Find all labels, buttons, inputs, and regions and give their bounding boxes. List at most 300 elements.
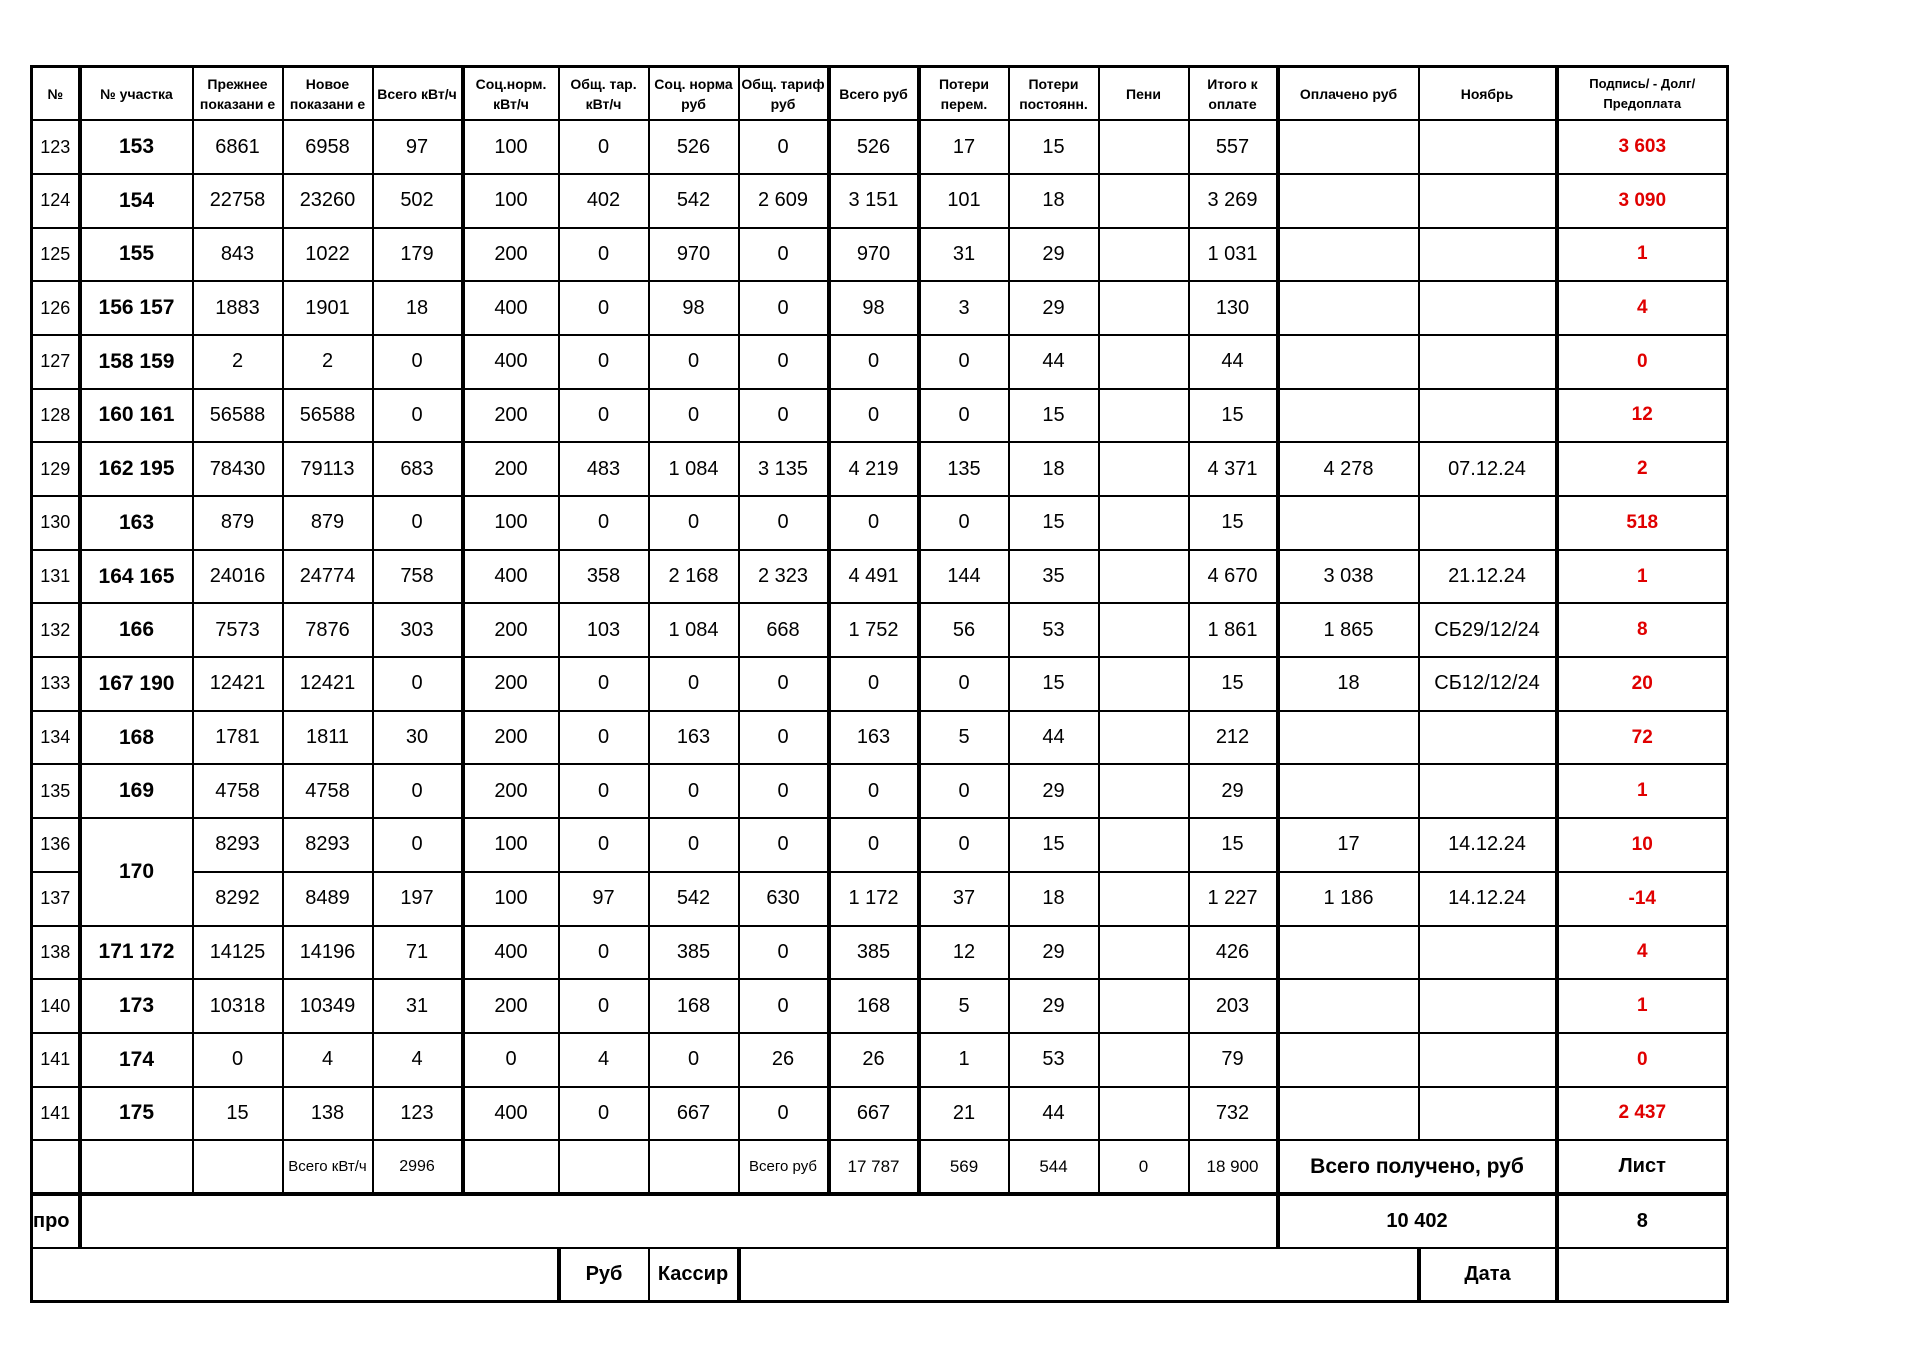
social-norm-kwh: 200 <box>463 979 559 1033</box>
total-kwh: 0 <box>373 657 463 711</box>
penalty <box>1099 174 1189 228</box>
paid-rub <box>1278 1087 1419 1141</box>
social-norm-rub: 0 <box>649 335 739 389</box>
social-norm-rub: 1 084 <box>649 603 739 657</box>
total-rub: 168 <box>829 979 919 1033</box>
constant-losses: 15 <box>1009 657 1099 711</box>
penalty <box>1099 1087 1189 1141</box>
column-header: Соц. норма руб <box>649 67 739 121</box>
debt-prepayment: 4 <box>1557 926 1728 980</box>
social-norm-rub: 0 <box>649 818 739 872</box>
social-norm-rub: 163 <box>649 711 739 765</box>
previous-reading: 15 <box>193 1087 283 1141</box>
column-header: Пени <box>1099 67 1189 121</box>
constant-losses: 29 <box>1009 764 1099 818</box>
social-norm-kwh: 400 <box>463 550 559 604</box>
general-tariff-kwh: 402 <box>559 174 649 228</box>
paid-rub <box>1278 711 1419 765</box>
row-number: 126 <box>32 281 80 335</box>
penalty <box>1099 657 1189 711</box>
column-header: Новое показани е <box>283 67 373 121</box>
table-row <box>32 174 1728 228</box>
paid-rub <box>1278 389 1419 443</box>
paid-rub <box>1278 228 1419 282</box>
total-rub-value: 17 787 <box>829 1140 919 1194</box>
table-row <box>32 926 1728 980</box>
social-norm-kwh: 200 <box>463 764 559 818</box>
penalty <box>1099 1033 1189 1087</box>
variable-losses: 12 <box>919 926 1009 980</box>
general-tariff-kwh: 0 <box>559 281 649 335</box>
row-number: 136 <box>32 818 80 872</box>
plot-number: 169 <box>80 764 193 818</box>
amount-due: 3 269 <box>1189 174 1278 228</box>
total-rub: 26 <box>829 1033 919 1087</box>
constant-losses: 29 <box>1009 281 1099 335</box>
social-norm-kwh: 400 <box>463 926 559 980</box>
column-header: Всего руб <box>829 67 919 121</box>
constant-losses: 44 <box>1009 1087 1099 1141</box>
variable-losses: 0 <box>919 335 1009 389</box>
social-norm-rub: 0 <box>649 764 739 818</box>
november-payment-date <box>1419 335 1557 389</box>
general-tariff-kwh: 0 <box>559 1087 649 1141</box>
variable-losses: 0 <box>919 818 1009 872</box>
previous-reading: 24016 <box>193 550 283 604</box>
amount-due: 1 861 <box>1189 603 1278 657</box>
new-reading: 8293 <box>283 818 373 872</box>
table-row <box>32 711 1728 765</box>
row-number: 132 <box>32 603 80 657</box>
table-row <box>32 1033 1728 1087</box>
general-tariff-rub: 0 <box>739 711 829 765</box>
total-kwh: 18 <box>373 281 463 335</box>
plot-number: 154 <box>80 174 193 228</box>
total-rub: 970 <box>829 228 919 282</box>
previous-reading: 8293 <box>193 818 283 872</box>
constant-losses: 53 <box>1009 603 1099 657</box>
previous-reading: 0 <box>193 1033 283 1087</box>
amount-due: 29 <box>1189 764 1278 818</box>
constant-losses: 29 <box>1009 926 1099 980</box>
general-tariff-kwh: 0 <box>559 120 649 174</box>
new-reading: 23260 <box>283 174 373 228</box>
new-reading: 14196 <box>283 926 373 980</box>
empty-wide-cell <box>80 1194 1278 1248</box>
total-rub: 0 <box>829 818 919 872</box>
debt-prepayment: 2 <box>1557 442 1728 496</box>
general-tariff-kwh: 0 <box>559 496 649 550</box>
previous-reading: 2 <box>193 335 283 389</box>
table-row <box>32 657 1728 711</box>
total-kwh: 683 <box>373 442 463 496</box>
november-payment-date: СБ29/12/24 <box>1419 603 1557 657</box>
row-number: 140 <box>32 979 80 1033</box>
general-tariff-rub: 2 323 <box>739 550 829 604</box>
variable-losses: 135 <box>919 442 1009 496</box>
general-tariff-rub: 668 <box>739 603 829 657</box>
general-tariff-kwh: 0 <box>559 979 649 1033</box>
november-payment-date <box>1419 1087 1557 1141</box>
total-kwh: 179 <box>373 228 463 282</box>
date-value-cell <box>1557 1248 1728 1302</box>
empty-cell <box>32 1140 80 1194</box>
november-payment-date <box>1419 1033 1557 1087</box>
social-norm-kwh: 400 <box>463 1087 559 1141</box>
penalty <box>1099 764 1189 818</box>
november-payment-date <box>1419 120 1557 174</box>
variable-losses: 144 <box>919 550 1009 604</box>
social-norm-rub: 0 <box>649 496 739 550</box>
social-norm-rub: 0 <box>649 389 739 443</box>
debt-prepayment: 4 <box>1557 281 1728 335</box>
social-norm-kwh: 200 <box>463 711 559 765</box>
general-tariff-kwh: 103 <box>559 603 649 657</box>
new-reading: 4758 <box>283 764 373 818</box>
variable-losses: 37 <box>919 872 1009 926</box>
plot-number: 163 <box>80 496 193 550</box>
amount-due: 15 <box>1189 496 1278 550</box>
constant-losses: 44 <box>1009 711 1099 765</box>
paid-rub: 1 865 <box>1278 603 1419 657</box>
debt-prepayment: 2 437 <box>1557 1087 1728 1141</box>
new-reading: 24774 <box>283 550 373 604</box>
social-norm-rub: 667 <box>649 1087 739 1141</box>
previous-reading: 8292 <box>193 872 283 926</box>
total-kwh: 0 <box>373 818 463 872</box>
date-label: Дата <box>1419 1248 1557 1302</box>
paid-rub <box>1278 174 1419 228</box>
social-norm-rub: 0 <box>649 657 739 711</box>
debt-prepayment: 518 <box>1557 496 1728 550</box>
amount-due: 426 <box>1189 926 1278 980</box>
social-norm-rub: 98 <box>649 281 739 335</box>
paid-rub <box>1278 281 1419 335</box>
social-norm-rub: 385 <box>649 926 739 980</box>
row-number: 128 <box>32 389 80 443</box>
amount-due: 557 <box>1189 120 1278 174</box>
general-tariff-kwh: 0 <box>559 335 649 389</box>
column-header: Общ. тар. кВт/ч <box>559 67 649 121</box>
column-header: Потери перем. <box>919 67 1009 121</box>
variable-losses: 1 <box>919 1033 1009 1087</box>
social-norm-kwh: 100 <box>463 120 559 174</box>
penalty <box>1099 442 1189 496</box>
table-row <box>32 335 1728 389</box>
general-tariff-kwh: 358 <box>559 550 649 604</box>
row-number: 129 <box>32 442 80 496</box>
row-number: 123 <box>32 120 80 174</box>
debt-prepayment: 1 <box>1557 764 1728 818</box>
row-number: 130 <box>32 496 80 550</box>
november-payment-date: 14.12.24 <box>1419 872 1557 926</box>
new-reading: 6958 <box>283 120 373 174</box>
social-norm-rub: 1 084 <box>649 442 739 496</box>
total-rub: 98 <box>829 281 919 335</box>
total-kwh: 71 <box>373 926 463 980</box>
total-rub: 1 172 <box>829 872 919 926</box>
amount-due: 4 670 <box>1189 550 1278 604</box>
paid-rub: 17 <box>1278 818 1419 872</box>
general-tariff-rub: 3 135 <box>739 442 829 496</box>
total-rub: 0 <box>829 657 919 711</box>
penalty <box>1099 979 1189 1033</box>
empty-cell <box>649 1140 739 1194</box>
table-row <box>32 281 1728 335</box>
plot-number: 167 190 <box>80 657 193 711</box>
row-number: 124 <box>32 174 80 228</box>
table-row <box>32 603 1728 657</box>
total-rub-label: Всего руб <box>739 1140 829 1194</box>
general-tariff-rub: 0 <box>739 764 829 818</box>
amount-due: 4 371 <box>1189 442 1278 496</box>
total-kwh-label: Всего кВт/ч <box>283 1140 373 1194</box>
constant-losses: 44 <box>1009 335 1099 389</box>
variable-losses: 56 <box>919 603 1009 657</box>
social-norm-kwh: 100 <box>463 818 559 872</box>
social-norm-kwh: 100 <box>463 174 559 228</box>
total-rub: 163 <box>829 711 919 765</box>
plot-number: 156 157 <box>80 281 193 335</box>
general-tariff-kwh: 0 <box>559 657 649 711</box>
previous-reading: 1883 <box>193 281 283 335</box>
new-reading: 7876 <box>283 603 373 657</box>
new-reading: 10349 <box>283 979 373 1033</box>
total-to-pay: 18 900 <box>1189 1140 1278 1194</box>
constant-losses: 29 <box>1009 979 1099 1033</box>
plot-number: 162 195 <box>80 442 193 496</box>
social-norm-kwh: 200 <box>463 657 559 711</box>
social-norm-rub: 0 <box>649 1033 739 1087</box>
row-number: 125 <box>32 228 80 282</box>
november-payment-date <box>1419 711 1557 765</box>
general-tariff-kwh: 97 <box>559 872 649 926</box>
plot-number: 168 <box>80 711 193 765</box>
table-row <box>32 442 1728 496</box>
row-number: 131 <box>32 550 80 604</box>
new-reading: 879 <box>283 496 373 550</box>
variable-losses: 21 <box>919 1087 1009 1141</box>
column-header: Прежнее показани е <box>193 67 283 121</box>
table-row <box>32 120 1728 174</box>
debt-prepayment: 0 <box>1557 1033 1728 1087</box>
amount-due: 130 <box>1189 281 1278 335</box>
general-tariff-rub: 0 <box>739 281 829 335</box>
general-tariff-kwh: 0 <box>559 711 649 765</box>
row-number: 138 <box>32 926 80 980</box>
variable-losses: 31 <box>919 228 1009 282</box>
total-kwh: 197 <box>373 872 463 926</box>
debt-prepayment: 3 090 <box>1557 174 1728 228</box>
general-tariff-rub: 0 <box>739 818 829 872</box>
previous-reading: 56588 <box>193 389 283 443</box>
constant-losses: 15 <box>1009 389 1099 443</box>
previous-reading: 78430 <box>193 442 283 496</box>
new-reading: 79113 <box>283 442 373 496</box>
penalty <box>1099 120 1189 174</box>
november-payment-date: 21.12.24 <box>1419 550 1557 604</box>
social-norm-rub: 526 <box>649 120 739 174</box>
debt-prepayment: 20 <box>1557 657 1728 711</box>
social-norm-rub: 970 <box>649 228 739 282</box>
empty-cell <box>559 1140 649 1194</box>
previous-reading: 12421 <box>193 657 283 711</box>
penalty <box>1099 389 1189 443</box>
penalty <box>1099 281 1189 335</box>
penalty <box>1099 926 1189 980</box>
total-rub: 0 <box>829 335 919 389</box>
plot-number: 164 165 <box>80 550 193 604</box>
social-norm-rub: 542 <box>649 174 739 228</box>
column-header: Итого к оплате <box>1189 67 1278 121</box>
table-row <box>32 228 1728 282</box>
variable-losses: 0 <box>919 496 1009 550</box>
total-kwh: 97 <box>373 120 463 174</box>
table-row <box>32 550 1728 604</box>
social-norm-rub: 2 168 <box>649 550 739 604</box>
row-number: 134 <box>32 711 80 765</box>
constant-losses: 29 <box>1009 228 1099 282</box>
total-loss-const: 544 <box>1009 1140 1099 1194</box>
total-rub: 1 752 <box>829 603 919 657</box>
variable-losses: 0 <box>919 657 1009 711</box>
total-kwh: 0 <box>373 335 463 389</box>
total-rub: 0 <box>829 389 919 443</box>
penalty <box>1099 711 1189 765</box>
total-kwh: 0 <box>373 764 463 818</box>
social-norm-kwh: 400 <box>463 281 559 335</box>
debt-prepayment: 10 <box>1557 818 1728 872</box>
variable-losses: 5 <box>919 711 1009 765</box>
total-loss-var: 569 <box>919 1140 1009 1194</box>
general-tariff-rub: 0 <box>739 335 829 389</box>
penalty <box>1099 550 1189 604</box>
column-header: № <box>32 67 80 121</box>
column-header: Соц.норм. кВт/ч <box>463 67 559 121</box>
general-tariff-kwh: 0 <box>559 818 649 872</box>
table-row <box>32 818 1728 872</box>
new-reading: 2 <box>283 335 373 389</box>
row-number: 141 <box>32 1033 80 1087</box>
total-rub: 0 <box>829 764 919 818</box>
plot-number: 174 <box>80 1033 193 1087</box>
new-reading: 56588 <box>283 389 373 443</box>
amount-due: 15 <box>1189 389 1278 443</box>
social-norm-kwh: 100 <box>463 872 559 926</box>
penalty <box>1099 872 1189 926</box>
total-rub: 0 <box>829 496 919 550</box>
total-kwh: 758 <box>373 550 463 604</box>
amount-due: 1 031 <box>1189 228 1278 282</box>
variable-losses: 5 <box>919 979 1009 1033</box>
social-norm-kwh: 0 <box>463 1033 559 1087</box>
variable-losses: 101 <box>919 174 1009 228</box>
new-reading: 1022 <box>283 228 373 282</box>
november-payment-date <box>1419 228 1557 282</box>
social-norm-kwh: 200 <box>463 442 559 496</box>
previous-reading: 1781 <box>193 711 283 765</box>
plot-number: 153 <box>80 120 193 174</box>
social-norm-rub: 542 <box>649 872 739 926</box>
paid-rub: 1 186 <box>1278 872 1419 926</box>
november-payment-date <box>1419 926 1557 980</box>
empty-cell <box>193 1140 283 1194</box>
penalty <box>1099 228 1189 282</box>
general-tariff-kwh: 0 <box>559 926 649 980</box>
row-number: 135 <box>32 764 80 818</box>
paid-rub <box>1278 120 1419 174</box>
debt-prepayment: 1 <box>1557 979 1728 1033</box>
penalty <box>1099 603 1189 657</box>
new-reading: 138 <box>283 1087 373 1141</box>
social-norm-kwh: 200 <box>463 228 559 282</box>
total-rub: 667 <box>829 1087 919 1141</box>
amount-due: 79 <box>1189 1033 1278 1087</box>
paid-rub <box>1278 764 1419 818</box>
general-tariff-kwh: 0 <box>559 389 649 443</box>
previous-reading: 22758 <box>193 174 283 228</box>
cashier-label: Кассир <box>649 1248 739 1302</box>
variable-losses: 3 <box>919 281 1009 335</box>
paid-rub: 18 <box>1278 657 1419 711</box>
paid-rub <box>1278 496 1419 550</box>
general-tariff-kwh: 0 <box>559 764 649 818</box>
paid-rub: 3 038 <box>1278 550 1419 604</box>
plot-number: 173 <box>80 979 193 1033</box>
total-received-label: Всего получено, руб <box>1278 1140 1557 1194</box>
constant-losses: 53 <box>1009 1033 1099 1087</box>
amount-due: 1 227 <box>1189 872 1278 926</box>
general-tariff-kwh: 483 <box>559 442 649 496</box>
debt-prepayment: 3 603 <box>1557 120 1728 174</box>
column-header: Всего кВт/ч <box>373 67 463 121</box>
general-tariff-rub: 0 <box>739 496 829 550</box>
amount-due: 15 <box>1189 818 1278 872</box>
rub-label: Руб <box>559 1248 649 1302</box>
paid-rub <box>1278 979 1419 1033</box>
general-tariff-rub: 26 <box>739 1033 829 1087</box>
amount-due: 212 <box>1189 711 1278 765</box>
column-header: Оплачено руб <box>1278 67 1419 121</box>
paid-rub: 4 278 <box>1278 442 1419 496</box>
plot-number: 170 <box>80 818 193 925</box>
general-tariff-rub: 0 <box>739 389 829 443</box>
sheet-number: 8 <box>1557 1194 1728 1248</box>
total-kwh: 4 <box>373 1033 463 1087</box>
constant-losses: 18 <box>1009 442 1099 496</box>
new-reading: 12421 <box>283 657 373 711</box>
new-reading: 4 <box>283 1033 373 1087</box>
general-tariff-kwh: 4 <box>559 1033 649 1087</box>
general-tariff-rub: 0 <box>739 120 829 174</box>
variable-losses: 0 <box>919 389 1009 443</box>
plot-number: 155 <box>80 228 193 282</box>
variable-losses: 17 <box>919 120 1009 174</box>
row-number: 127 <box>32 335 80 389</box>
previous-reading: 879 <box>193 496 283 550</box>
column-header: Потери постоянн. <box>1009 67 1099 121</box>
november-payment-date <box>1419 764 1557 818</box>
table-row <box>32 1087 1728 1141</box>
total-kwh-value: 2996 <box>373 1140 463 1194</box>
row-number: 141 <box>32 1087 80 1141</box>
november-payment-date <box>1419 496 1557 550</box>
amount-due: 44 <box>1189 335 1278 389</box>
november-payment-date: 07.12.24 <box>1419 442 1557 496</box>
constant-losses: 15 <box>1009 496 1099 550</box>
column-header: Общ. тариф руб <box>739 67 829 121</box>
debt-prepayment: -14 <box>1557 872 1728 926</box>
